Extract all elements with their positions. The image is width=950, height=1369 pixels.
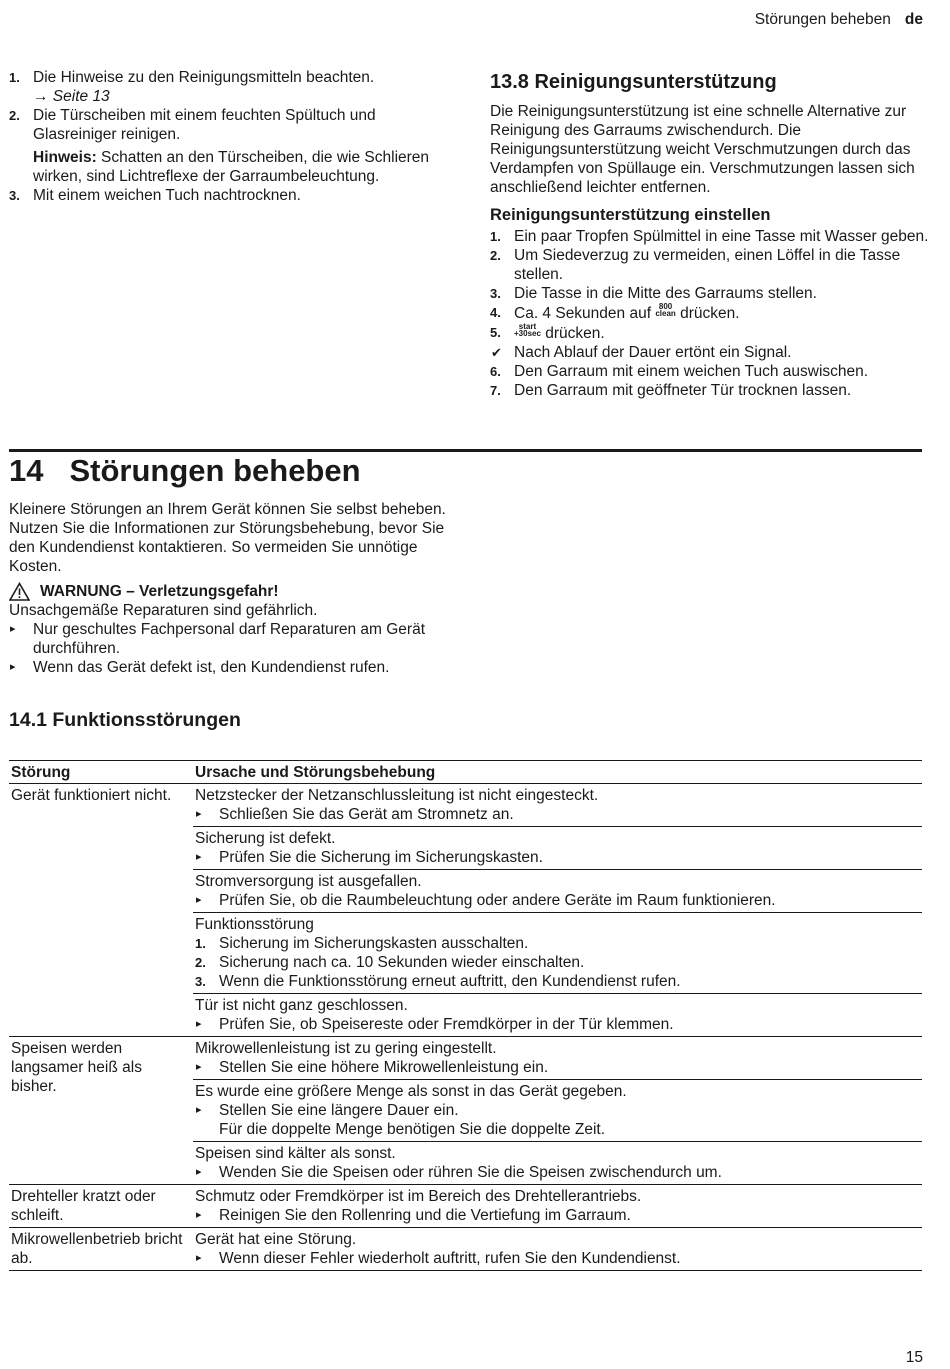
check-icon: ✔ (491, 345, 502, 360)
list-item: ✔ Nach Ablauf der Dauer ertönt ein Signal. (491, 344, 792, 361)
list-item: ▸ Prüfen Sie die Sicherung im Sicherungskasten. (195, 848, 920, 867)
table-row (9, 784, 922, 827)
list-item: ▸ Prüfen Sie, ob die Raumbeleuchtung oder andere Geräte im Raum funktionieren. (195, 891, 920, 910)
table-row (9, 1037, 922, 1080)
start-button-icon: start +30sec (514, 322, 541, 338)
column-header: Störung (9, 761, 193, 784)
list-item: ▸ Wenn dieser Fehler wiederholt auftritt, rufen Sie den Kundendienst. (195, 1249, 920, 1268)
cause-cell: Es wurde eine größere Menge als sonst in das Gerät gegeben. ▸ Stellen Sie eine längere Dauer ein. Für die doppelte Menge benötigen Sie die doppelte Zeit. (193, 1080, 922, 1142)
header-lang: de (904, 11, 923, 28)
list-item: 3. Wenn die Funktionsstörung erneut auftritt, den Kundendienst rufen. (195, 973, 681, 990)
list-item: 1. Ein paar Tropfen Spülmittel in eine Tasse mit Wasser geben. (490, 228, 929, 245)
list-item: ▸ Nur geschultes Fachpersonal darf Reparaturen am Gerät durchführen. (9, 620, 449, 658)
cause-cell: Stromversorgung ist ausgefallen. ▸ Prüfen Sie, ob die Raumbeleuchtung oder andere Geräte im Raum funktionieren. (193, 870, 922, 913)
cause-cell: Tür ist nicht ganz geschlossen. ▸ Prüfen Sie, ob Speisereste oder Fremdkörper in der Tür klemmen. (193, 994, 922, 1037)
cause-cell: Netzstecker der Netzanschlussleitung ist nicht eingesteckt. ▸ Schließen Sie das Gerät am Stromnetz an. (193, 784, 922, 827)
header-section: Störungen beheben (754, 11, 891, 28)
list-item: 3. Die Tasse in die Mitte des Garraums stellen. (490, 285, 817, 302)
cause-cell: Speisen sind kälter als sonst. ▸ Wenden Sie die Speisen oder rühren Sie die Speisen zwischendurch um. (193, 1142, 922, 1185)
list-item: 2. Sicherung nach ca. 10 Sekunden wieder einschalten. (195, 954, 585, 971)
list-item: ▸ Reinigen Sie den Rollenring und die Vertiefung im Garraum. (195, 1206, 920, 1225)
page-reference-link[interactable]: → Seite 13 (33, 88, 110, 105)
list-item: 5. start +30sec drücken. (490, 322, 605, 342)
list-item: 1. Sicherung im Sicherungskasten ausschalten. (195, 935, 529, 952)
subsection-title: Reinigungsunterstützung einstellen (490, 206, 771, 224)
fault-cell: Gerät funktioniert nicht. (9, 784, 193, 1037)
list-item: 1. Die Hinweise zu den Reinigungsmitteln beachten. (9, 69, 375, 86)
page-number: 15 (905, 1349, 923, 1366)
list-item: 7. Den Garraum mit geöffneter Tür trocknen lassen. (490, 382, 852, 399)
list-item: 4. Ca. 4 Sekunden auf 800 clean drücken. (490, 302, 740, 322)
section-13-8 (490, 68, 930, 400)
warning-text: Unsachgemäße Reparaturen sind gefährlich. (9, 602, 318, 619)
list-item: ▸ Prüfen Sie, ob Speisereste oder Fremdkörper in der Tür klemmen. (195, 1015, 920, 1034)
cause-cell: Gerät hat eine Störung. ▸ Wenn dieser Fehler wiederholt auftritt, rufen Sie den Kundendienst. (193, 1228, 922, 1271)
table-row (9, 1228, 922, 1271)
troubleshooting-table (9, 760, 922, 1271)
list-item: 3. Mit einem weichen Tuch nachtrocknen. (9, 187, 301, 204)
fault-cell: Mikrowellenbetrieb bricht ab. (9, 1228, 193, 1271)
hint-note: Hinweis: Schatten an den Türscheiben, die wie Schlieren wirken, sind Lichtreflexe der Garraumbeleuchtung. (33, 149, 430, 185)
section-title: 13.8 Reinigungsunterstützung (490, 71, 777, 93)
list-item: ▸ Schließen Sie das Gerät am Stromnetz an. (195, 805, 920, 824)
door-cleaning-steps (9, 68, 449, 205)
table-header-row (9, 761, 922, 784)
fault-cell: Drehteller kratzt oder schleift. (9, 1185, 193, 1228)
list-item: ▸ Stellen Sie eine längere Dauer ein. Für die doppelte Menge benötigen Sie die doppelte Zeit. (195, 1101, 920, 1139)
fault-cell: Speisen werden langsamer heiß als bisher. (9, 1037, 193, 1185)
list-item: 2. Um Siedeverzug zu vermeiden, einen Löffel in die Tasse stellen. (490, 247, 901, 283)
list-item: 2. Die Türscheiben mit einem feuchten Spültuch und Glasreiniger reinigen. (9, 107, 376, 143)
list-item: ▸ Wenn das Gerät defekt ist, den Kundendienst rufen. (9, 658, 449, 677)
cause-cell: Schmutz oder Fremdkörper ist im Bereich des Drehtellerantriebs. ▸ Reinigen Sie den Rollenring und die Vertiefung im Garraum. (193, 1185, 922, 1228)
chapter-intro: Kleinere Störungen an Ihrem Gerät können Sie selbst beheben. Nutzen Sie die Informationen zur Störungsbehebung, bevor Sie den Kundendienst kontaktieren. So vermeiden Sie unnötige Kosten. WARNUNG – Verletzungsgefahr! Unsachgemäße Reparaturen sind gefährlich. ▸ Nur geschultes Fachpersonal darf Reparaturen am Gerät durchführen. ▸ Wenn das Gerät defekt ist, den Kundendienst rufen. (9, 500, 449, 677)
list-item: ▸ Stellen Sie eine höhere Mikrowellenleistung ein. (195, 1058, 920, 1077)
list-item: 6. Den Garraum mit einem weichen Tuch auswischen. (490, 363, 869, 380)
clean-button-icon: 800 clean (655, 302, 676, 318)
section-intro: Die Reinigungsunterstützung ist eine schnelle Alternative zur Reinigung des Garraums zwischendurch. Die Reinigungsunterstützung weicht Verschmutzungen durch das Verdampfen von Spüllauge ein. Verschmutzungen lassen sich anschließend leichter entfernen. (490, 103, 915, 196)
chapter-title: 14 Störungen beheben (9, 453, 361, 488)
column-header: Ursache und Störungsbehebung (193, 761, 922, 784)
warning-triangle-icon (9, 582, 30, 601)
cause-cell: Mikrowellenleistung ist zu gering eingestellt. ▸ Stellen Sie eine höhere Mikrowellenleistung ein. (193, 1037, 922, 1080)
cause-cell: Sicherung ist defekt. ▸ Prüfen Sie die Sicherung im Sicherungskasten. (193, 827, 922, 870)
table-row (9, 1185, 922, 1228)
section-title: 14.1 Funktionsstörungen (9, 709, 241, 731)
list-item: ▸ Wenden Sie die Speisen oder rühren Sie die Speisen zwischendurch um. (195, 1163, 920, 1182)
running-header (755, 10, 923, 29)
warning-heading: WARNUNG – Verletzungsgefahr! (9, 582, 449, 601)
cause-cell: Funktionsstörung 1. Sicherung im Sicherungskasten ausschalten. 2. Sicherung nach ca. 10 Sekunden wieder einschalten. 3. Wenn die Funktionsstörung erneut auftritt, den Kundendienst rufen. (193, 913, 922, 994)
